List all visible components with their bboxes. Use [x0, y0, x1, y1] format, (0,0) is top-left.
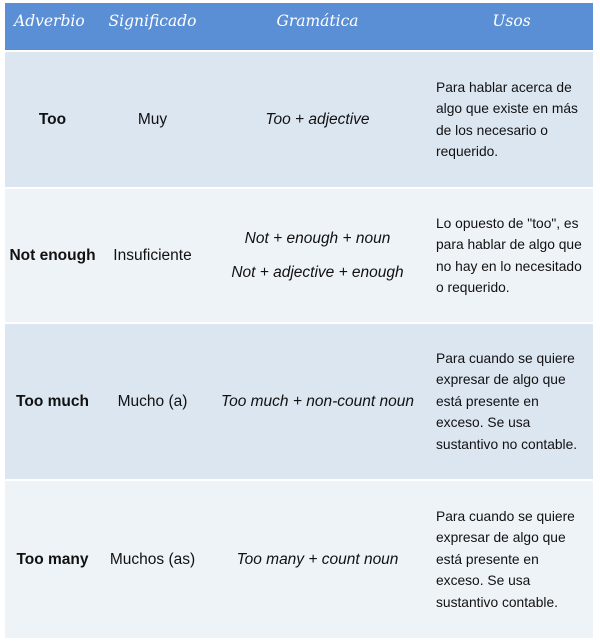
- cell-gramatica: [205, 323, 430, 480]
- header-gramatica: Gramática: [205, 3, 430, 51]
- cell-usos: Lo opuesto de "too", es para hablar de algo que no hay en lo necesitado o requerido.: [430, 188, 593, 323]
- cell-adverbio: Too many: [5, 480, 100, 638]
- cell-adverbio: Too: [5, 51, 100, 188]
- cell-significado: Insuficiente: [100, 188, 205, 323]
- header-significado: Significado: [100, 3, 205, 51]
- table-row: [5, 323, 593, 480]
- cell-usos: Para cuando se quiere expresar de algo que está presente en exceso. Se usa sustantivo no contable.: [430, 323, 593, 480]
- cell-significado: Muchos (as): [100, 480, 205, 638]
- grammar-line: Not + enough + noun: [244, 229, 391, 247]
- cell-usos: Para hablar acerca de algo que existe en más de los necesario o requerido.: [430, 51, 593, 188]
- grammar-line: Too + adjective: [265, 110, 370, 128]
- cell-gramatica: [205, 188, 430, 323]
- adverbio-line: Not enough: [9, 246, 96, 264]
- adverbs-table: [5, 3, 593, 638]
- cell-adverbio: [5, 188, 100, 323]
- cell-significado: Muy: [100, 51, 205, 188]
- cell-gramatica: [205, 51, 430, 188]
- cell-adverbio: Too much: [5, 323, 100, 480]
- cell-gramatica: [205, 480, 430, 638]
- header-usos: Usos: [430, 3, 593, 51]
- table-row: [5, 188, 593, 323]
- grammar-line: Too much + non-count noun: [221, 392, 414, 410]
- cell-usos: Para cuando se quiere expresar de algo que está presente en exceso. Se usa sustantivo contable.: [430, 480, 593, 638]
- grammar-line: Too many + count noun: [236, 550, 399, 568]
- grammar-line: Not + adjective + enough: [231, 263, 404, 281]
- header-adverbio: Adverbio: [5, 3, 100, 51]
- table-row: [5, 480, 593, 638]
- table-header: [5, 3, 593, 51]
- cell-significado: Mucho (a): [100, 323, 205, 480]
- table-row: [5, 51, 593, 188]
